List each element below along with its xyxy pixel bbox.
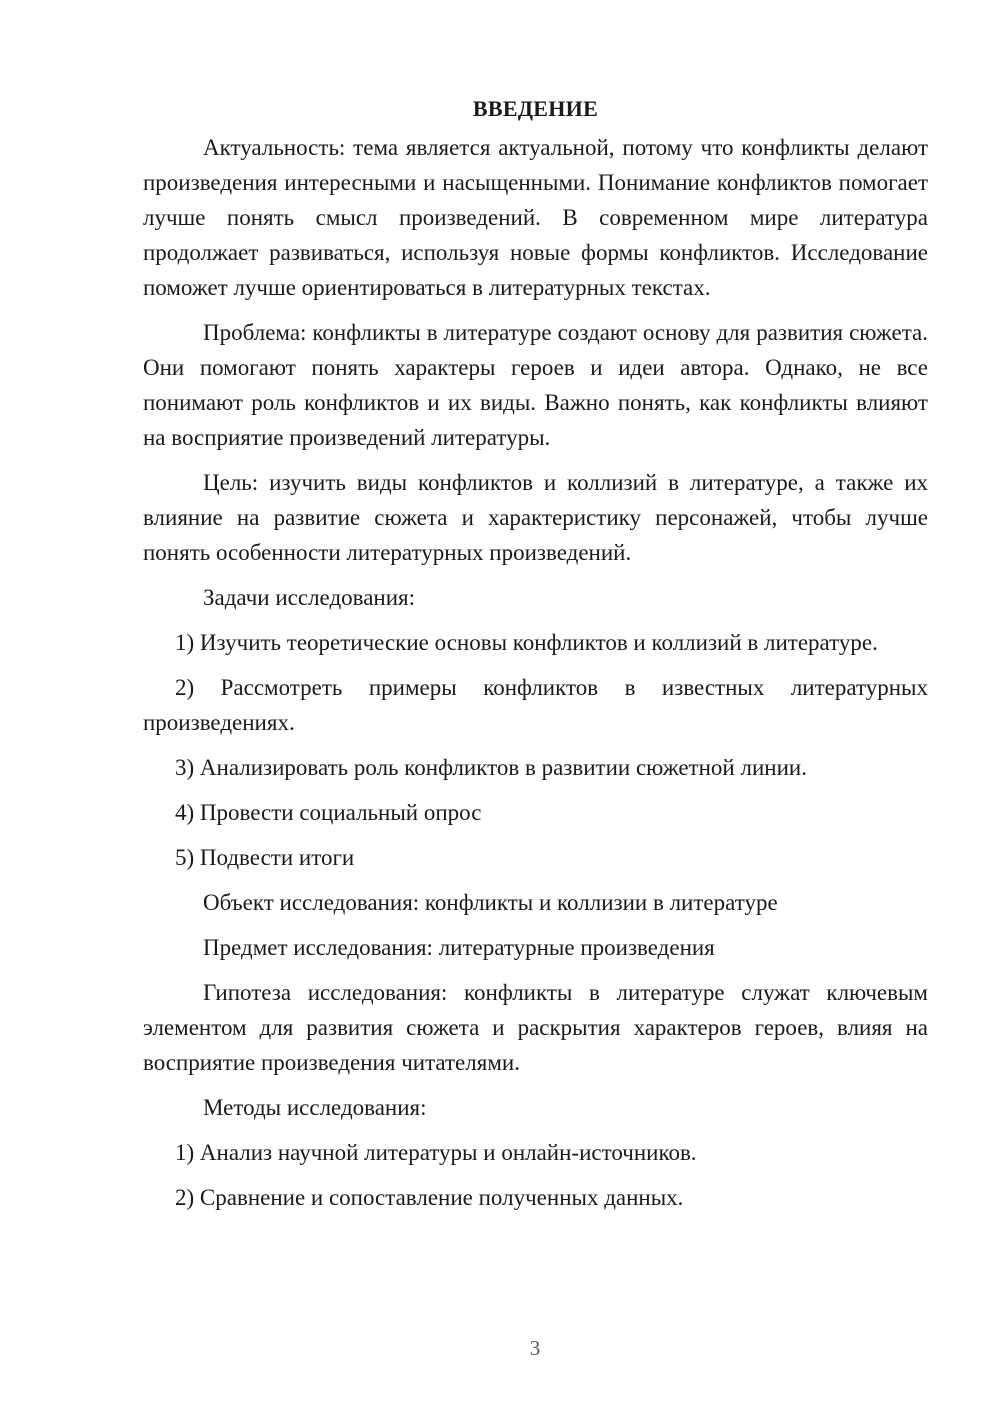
method-item-1: 1) Анализ научной литературы и онлайн-источников. xyxy=(175,1140,697,1165)
section-title: ВВЕДЕНИЕ xyxy=(472,96,599,121)
research-hypothesis: Гипотеза исследования: конфликты в литературе служат ключевым элементом для развития сюжета и раскрытия характеров героев, влияя на восприятие произведения читателями. xyxy=(143,980,928,1075)
problem-paragraph: Проблема: конфликты в литературе создают основу для развития сюжета. Они помогают понять характеры героев и идеи автора. Однако, не все понимают роль конфликтов и их виды. Важно понять, как конфликты влияют на восприятие произведений литературы. xyxy=(143,320,928,450)
tasks-heading: Задачи исследования: xyxy=(203,585,416,610)
task-item-5: 5) Подвести итоги xyxy=(175,845,355,870)
research-object: Объект исследования: конфликты и коллизии в литературе xyxy=(203,890,778,915)
task-item-4: 4) Провести социальный опрос xyxy=(175,800,482,825)
research-subject: Предмет исследования: литературные произведения xyxy=(203,935,715,960)
methods-heading: Методы исследования: xyxy=(203,1095,427,1120)
method-item-2: 2) Сравнение и сопоставление полученных данных. xyxy=(175,1185,684,1210)
page-number: 3 xyxy=(529,1336,541,1360)
relevance-paragraph: Актуальность: тема является актуальной, потому что конфликты делают произведения интересными и насыщенными. Понимание конфликтов помогает лучше понять смысл произведений. В современном мире литература продолжает развиваться, используя новые формы конфликтов. Исследование поможет лучше ориентироваться в литературных текстах. xyxy=(143,135,928,300)
goal-paragraph: Цель: изучить виды конфликтов и коллизий в литературе, а также их влияние на развитие сюжета и характеристику персонажей, чтобы лучше понять особенности литературных произведений. xyxy=(143,470,928,565)
task-item-2: 2) Рассмотреть примеры конфликтов в известных литературных произведениях. xyxy=(143,675,928,735)
page-body xyxy=(143,92,928,1225)
task-item-3: 3) Анализировать роль конфликтов в развитии сюжетной линии. xyxy=(175,755,807,780)
task-item-1: 1) Изучить теоретические основы конфликтов и коллизий в литературе. xyxy=(175,630,878,655)
